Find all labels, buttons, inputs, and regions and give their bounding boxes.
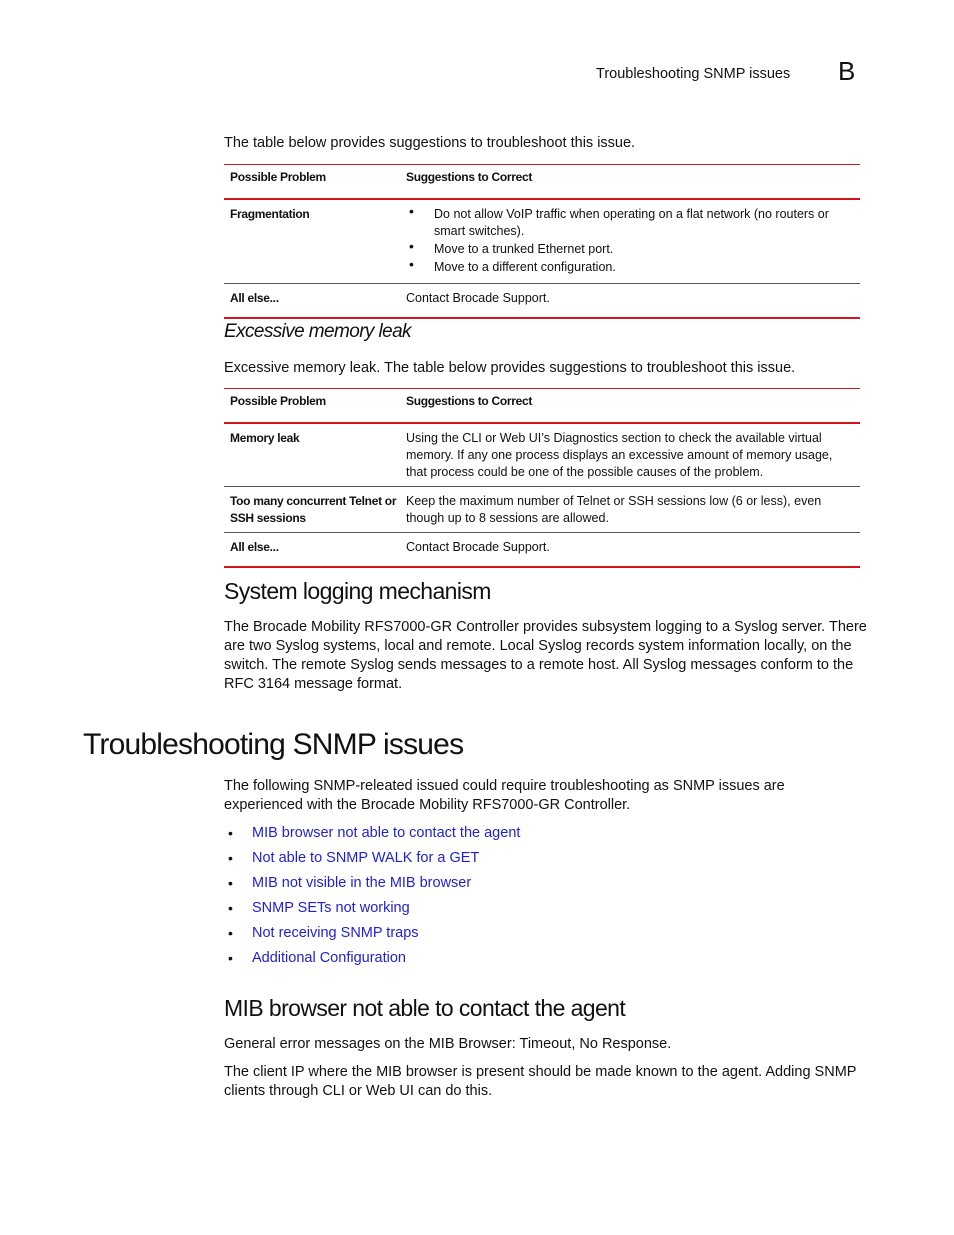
problem-cell: All else... — [224, 533, 400, 568]
link-mib-browser-not-able[interactable]: MIB browser not able to contact the agent — [252, 825, 521, 841]
bullet-icon: • — [409, 203, 414, 219]
list-item: • Do not allow VoIP traffic when operating on a flat network (no routers or smart switches). — [409, 203, 829, 238]
list-item: • Move to a trunked Ethernet port. — [409, 238, 614, 256]
table-row — [224, 533, 860, 568]
suggestion-cell: Contact Brocade Support. — [400, 533, 860, 568]
memory-leak-intro: Excessive memory leak. The table below provides suggestions to troubleshoot this issue. — [224, 360, 796, 376]
bullet-icon: • — [228, 900, 233, 916]
table-row — [224, 423, 860, 487]
bullet-icon: • — [228, 950, 233, 966]
column-header-suggestions: Suggestions to Correct — [400, 165, 860, 200]
table1-intro: The table below provides suggestions to troubleshoot this issue. — [224, 135, 636, 151]
running-header-title: Troubleshooting SNMP issues — [596, 66, 791, 82]
link-snmp-traps[interactable]: Not receiving SNMP traps — [252, 925, 419, 941]
syslog-heading: System logging mechanism — [224, 578, 491, 604]
bullet-icon: • — [409, 238, 414, 254]
fragmentation-table — [224, 164, 860, 319]
snmp-section-title: Troubleshooting SNMP issues — [83, 728, 464, 761]
suggestion-cell — [400, 199, 860, 284]
snmp-intro: The following SNMP-releated issued could require troubleshooting as SNMP issues are experienced with the Brocade Mobility RFS7000-GR Controller. — [224, 778, 785, 813]
column-header-problem: Possible Problem — [224, 165, 400, 200]
bullet-icon: • — [228, 875, 233, 891]
suggestion-list — [406, 203, 854, 276]
problem-cell: All else... — [224, 284, 400, 319]
mib-paragraph-2: The client IP where the MIB browser is present should be made known to the agent. Adding SNMP clients through CLI or Web UI can do this. — [224, 1064, 857, 1099]
problem-cell: Fragmentation — [224, 199, 400, 284]
link-snmp-walk[interactable]: Not able to SNMP WALK for a GET — [252, 850, 480, 866]
suggestion-cell: Using the CLI or Web UI’s Diagnostics section to check the available virtual memory. If any one process displays an excessive amount of memory usage, that process could be one of the possible causes of the problem. — [400, 423, 860, 487]
suggestion-cell: Contact Brocade Support. — [400, 284, 860, 319]
column-header-suggestions: Suggestions to Correct — [400, 389, 860, 424]
table-row — [224, 284, 860, 319]
mib-browser-heading: MIB browser not able to contact the agent — [224, 995, 626, 1021]
problem-cell: Too many concurrent Telnet or SSH sessions — [224, 487, 400, 533]
mib-paragraph-1: General error messages on the MIB Browser: Timeout, No Response. — [224, 1036, 672, 1052]
bullet-icon: • — [409, 256, 414, 272]
bullet-icon: • — [228, 925, 233, 941]
column-header-problem: Possible Problem — [224, 389, 400, 424]
link-mib-not-visible[interactable]: MIB not visible in the MIB browser — [252, 875, 472, 891]
memory-leak-heading: Excessive memory leak — [224, 321, 411, 342]
table-row — [224, 487, 860, 533]
link-snmp-sets[interactable]: SNMP SETs not working — [252, 900, 410, 916]
table-row — [224, 199, 860, 284]
memory-leak-table — [224, 388, 860, 568]
link-additional-configuration[interactable]: Additional Configuration — [252, 950, 406, 966]
bullet-icon: • — [228, 850, 233, 866]
suggestion-cell: Keep the maximum number of Telnet or SSH sessions low (6 or less), even though up to 8 sessions are allowed. — [400, 487, 860, 533]
syslog-body: The Brocade Mobility RFS7000-GR Controller provides subsystem logging to a Syslog server. There are two Syslog systems, local and remote. Local Syslog records system information locally, on the switch. The remote Syslog sends messages to a remote host. All Syslog messages conform to the RFC 3164 message format. — [224, 619, 867, 692]
bullet-icon: • — [228, 825, 233, 841]
problem-cell: Memory leak — [224, 423, 400, 487]
list-item: • Move to a different configuration. — [409, 256, 616, 274]
appendix-letter: B — [838, 56, 856, 86]
